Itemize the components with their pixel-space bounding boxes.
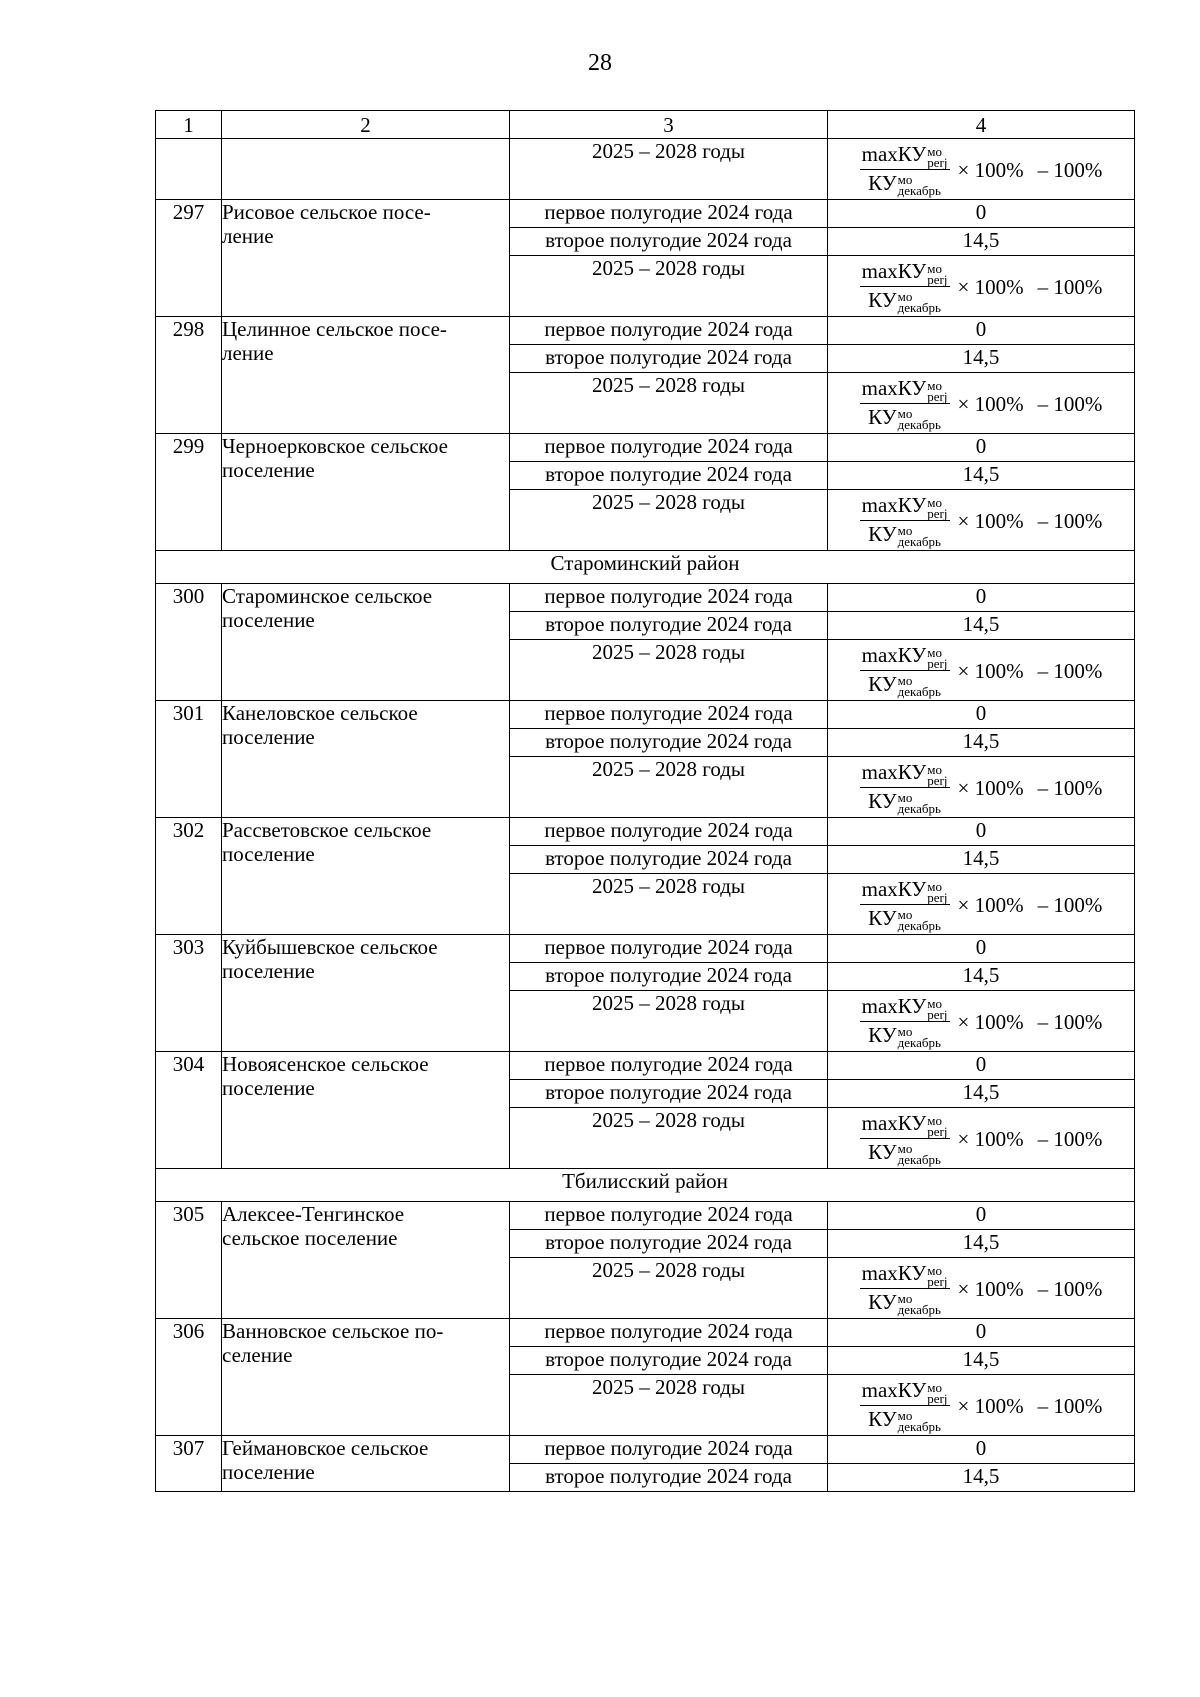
row-number: 303	[156, 935, 222, 1052]
settlement-table	[155, 110, 1135, 1492]
region-row	[156, 551, 1135, 584]
period-years: 2025 – 2028 годы	[510, 991, 828, 1052]
numerator-sub: perj	[927, 505, 948, 521]
formula-denominator	[866, 404, 943, 430]
period-first-half: первое полугодие 2024 года	[510, 434, 828, 462]
settlement-row	[156, 1202, 1135, 1230]
formula-fraction	[860, 376, 950, 432]
formula-denominator	[866, 1139, 943, 1165]
period-years: 2025 – 2028 годы	[510, 757, 828, 818]
numerator-sup: мо	[927, 1262, 943, 1278]
denominator-base: КУ	[868, 287, 897, 312]
formula-minus: – 100%	[1037, 892, 1103, 917]
formula-denominator	[866, 1406, 943, 1432]
value-formula	[828, 373, 1135, 434]
settlement-name-line: Геймановское сельское	[222, 1436, 429, 1460]
value-first-half: 0	[828, 1436, 1135, 1464]
period-second-half: второе полугодие 2024 года	[510, 729, 828, 757]
value-second-half: 14,5	[828, 1230, 1135, 1258]
numerator-base: maxКУ	[861, 994, 927, 1019]
period-first-half: первое полугодие 2024 года	[510, 1319, 828, 1347]
settlement-name	[222, 1436, 510, 1492]
denominator-indices	[897, 906, 941, 933]
carryover-row	[156, 139, 1135, 200]
settlement-name-line: селение	[222, 1343, 293, 1367]
value-second-half: 14,5	[828, 1347, 1135, 1375]
value-formula	[828, 1375, 1135, 1436]
value-formula	[828, 874, 1135, 935]
settlement-name-line: Рисовое сельское посе-	[222, 200, 431, 224]
formula-multiplier: × 100%	[957, 892, 1024, 917]
header-col-1: 1	[156, 111, 222, 139]
formula-fraction	[860, 1378, 950, 1434]
numerator-indices	[927, 878, 948, 905]
denominator-base: КУ	[868, 170, 897, 195]
denominator-base: КУ	[868, 1022, 897, 1047]
value-formula	[828, 256, 1135, 317]
formula-fraction	[860, 142, 950, 198]
formula-numerator	[860, 494, 950, 520]
settlement-row	[156, 935, 1135, 963]
formula-minus: – 100%	[1037, 1126, 1103, 1151]
settlement-name-line: поселение	[222, 458, 315, 482]
formula-multiplier: × 100%	[957, 508, 1024, 533]
settlement-name	[222, 1319, 510, 1436]
numerator-sup: мо	[927, 260, 943, 276]
period-first-half: первое полугодие 2024 года	[510, 1202, 828, 1230]
settlement-name-line: поселение	[222, 842, 315, 866]
numerator-sup: мо	[927, 1379, 943, 1395]
growth-formula	[860, 760, 1103, 816]
denominator-base: КУ	[868, 905, 897, 930]
formula-minus: – 100%	[1037, 1276, 1103, 1301]
period-second-half: второе полугодие 2024 года	[510, 1464, 828, 1492]
value-formula	[828, 139, 1135, 200]
settlement-row	[156, 818, 1135, 846]
settlement-name-line: Черноерковское сельское	[222, 434, 448, 458]
settlement-name-line: поселение	[222, 959, 315, 983]
row-number: 306	[156, 1319, 222, 1436]
value-second-half: 14,5	[828, 345, 1135, 373]
value-formula	[828, 991, 1135, 1052]
formula-multiplier: × 100%	[957, 157, 1024, 182]
value-second-half: 14,5	[828, 963, 1135, 991]
header-col-3: 3	[510, 111, 828, 139]
denominator-base: КУ	[868, 404, 897, 429]
row-number: 301	[156, 701, 222, 818]
formula-fraction	[860, 493, 950, 549]
formula-minus: – 100%	[1037, 274, 1103, 299]
settlement-name	[222, 1052, 510, 1169]
numerator-sub: perj	[927, 1006, 948, 1022]
region-title: Староминский район	[156, 551, 1135, 584]
value-second-half: 14,5	[828, 462, 1135, 490]
settlement-row	[156, 200, 1135, 228]
value-second-half: 14,5	[828, 1080, 1135, 1108]
settlement-row	[156, 584, 1135, 612]
value-formula	[828, 1108, 1135, 1169]
growth-formula	[860, 493, 1103, 549]
denominator-base: КУ	[868, 521, 897, 546]
formula-fraction	[860, 259, 950, 315]
denominator-sup: мо	[897, 789, 913, 805]
settlement-name	[222, 317, 510, 434]
formula-multiplier: × 100%	[957, 1126, 1024, 1151]
row-number: 297	[156, 200, 222, 317]
numerator-sup: мо	[927, 1112, 943, 1128]
settlement-name	[222, 935, 510, 1052]
formula-multiplier: × 100%	[957, 775, 1024, 800]
period-first-half: первое полугодие 2024 года	[510, 584, 828, 612]
settlement-name	[222, 139, 510, 200]
denominator-indices	[897, 522, 941, 549]
formula-fraction	[860, 643, 950, 699]
formula-numerator	[860, 995, 950, 1021]
denominator-base: КУ	[868, 1289, 897, 1314]
formula-minus: – 100%	[1037, 1393, 1103, 1418]
formula-multiplier: × 100%	[957, 1393, 1024, 1418]
formula-multiplier: × 100%	[957, 274, 1024, 299]
denominator-sup: мо	[897, 288, 913, 304]
row-number: 307	[156, 1436, 222, 1492]
numerator-base: maxКУ	[861, 376, 927, 401]
denominator-sup: мо	[897, 672, 913, 688]
denominator-indices	[897, 171, 941, 198]
formula-denominator	[866, 788, 943, 814]
numerator-sub: perj	[927, 271, 948, 287]
denominator-sup: мо	[897, 1407, 913, 1423]
row-number: 299	[156, 434, 222, 551]
formula-fraction	[860, 1111, 950, 1167]
formula-minus: – 100%	[1037, 391, 1103, 416]
period-years: 2025 – 2028 годы	[510, 139, 828, 200]
formula-multiplier: × 100%	[957, 391, 1024, 416]
settlement-row	[156, 1052, 1135, 1080]
numerator-indices	[927, 995, 948, 1022]
numerator-indices	[927, 377, 948, 404]
period-second-half: второе полугодие 2024 года	[510, 345, 828, 373]
denominator-indices	[897, 672, 941, 699]
formula-numerator	[860, 644, 950, 670]
value-formula	[828, 1258, 1135, 1319]
numerator-indices	[927, 644, 948, 671]
formula-minus: – 100%	[1037, 658, 1103, 683]
denominator-sup: мо	[897, 1140, 913, 1156]
growth-formula	[860, 877, 1103, 933]
formula-numerator	[860, 761, 950, 787]
denominator-sub: декабрь	[897, 299, 941, 315]
value-second-half: 14,5	[828, 1464, 1135, 1492]
period-first-half: первое полугодие 2024 года	[510, 1436, 828, 1464]
value-first-half: 0	[828, 701, 1135, 729]
numerator-sup: мо	[927, 878, 943, 894]
numerator-indices	[927, 260, 948, 287]
formula-numerator	[860, 1112, 950, 1138]
numerator-base: maxКУ	[861, 760, 927, 785]
formula-denominator	[866, 1022, 943, 1048]
period-years: 2025 – 2028 годы	[510, 1375, 828, 1436]
settlement-name-line: ление	[222, 224, 274, 248]
denominator-indices	[897, 405, 941, 432]
header-col-2: 2	[222, 111, 510, 139]
settlement-name-line: Канеловское сельское	[222, 701, 418, 725]
numerator-base: maxКУ	[861, 1111, 927, 1136]
period-second-half: второе полугодие 2024 года	[510, 846, 828, 874]
value-first-half: 0	[828, 200, 1135, 228]
settlement-name-line: Алексее-Тенгинское	[222, 1202, 405, 1226]
denominator-sub: декабрь	[897, 800, 941, 816]
formula-denominator	[866, 905, 943, 931]
period-years: 2025 – 2028 годы	[510, 1258, 828, 1319]
growth-formula	[860, 1378, 1103, 1434]
numerator-sub: perj	[927, 655, 948, 671]
numerator-base: maxКУ	[861, 877, 927, 902]
denominator-indices	[897, 1407, 941, 1434]
formula-minus: – 100%	[1037, 157, 1103, 182]
formula-minus: – 100%	[1037, 1009, 1103, 1034]
formula-numerator	[860, 377, 950, 403]
settlement-name-line: Куйбышевское сельское	[222, 935, 438, 959]
formula-minus: – 100%	[1037, 508, 1103, 533]
denominator-sup: мо	[897, 171, 913, 187]
formula-fraction	[860, 877, 950, 933]
denominator-sup: мо	[897, 405, 913, 421]
period-years: 2025 – 2028 годы	[510, 490, 828, 551]
formula-fraction	[860, 760, 950, 816]
settlement-name-line: поселение	[222, 1460, 315, 1484]
value-first-half: 0	[828, 1202, 1135, 1230]
numerator-indices	[927, 143, 948, 170]
growth-formula	[860, 643, 1103, 699]
numerator-indices	[927, 1379, 948, 1406]
growth-formula	[860, 259, 1103, 315]
numerator-indices	[927, 1112, 948, 1139]
numerator-base: maxКУ	[861, 1378, 927, 1403]
numerator-base: maxКУ	[861, 142, 927, 167]
value-first-half: 0	[828, 935, 1135, 963]
formula-denominator	[866, 287, 943, 313]
value-first-half: 0	[828, 818, 1135, 846]
numerator-sup: мо	[927, 494, 943, 510]
denominator-base: КУ	[868, 1139, 897, 1164]
denominator-indices	[897, 1023, 941, 1050]
period-first-half: первое полугодие 2024 года	[510, 818, 828, 846]
denominator-base: КУ	[868, 1406, 897, 1431]
growth-formula	[860, 994, 1103, 1050]
numerator-sup: мо	[927, 143, 943, 159]
denominator-sup: мо	[897, 522, 913, 538]
numerator-sub: perj	[927, 889, 948, 905]
value-first-half: 0	[828, 584, 1135, 612]
numerator-sup: мо	[927, 761, 943, 777]
denominator-sub: декабрь	[897, 416, 941, 432]
row-number: 298	[156, 317, 222, 434]
period-first-half: первое полугодие 2024 года	[510, 317, 828, 345]
value-first-half: 0	[828, 1052, 1135, 1080]
settlement-name	[222, 584, 510, 701]
numerator-indices	[927, 1262, 948, 1289]
row-number: 304	[156, 1052, 222, 1169]
settlement-row	[156, 434, 1135, 462]
settlement-name-line: поселение	[222, 1076, 315, 1100]
numerator-base: maxКУ	[861, 493, 927, 518]
formula-numerator	[860, 143, 950, 169]
row-number	[156, 139, 222, 200]
numerator-base: maxКУ	[861, 1261, 927, 1286]
formula-denominator	[866, 671, 943, 697]
settlement-name	[222, 200, 510, 317]
denominator-sub: декабрь	[897, 1151, 941, 1167]
formula-numerator	[860, 878, 950, 904]
growth-formula	[860, 1261, 1103, 1317]
numerator-sub: perj	[927, 1273, 948, 1289]
formula-numerator	[860, 260, 950, 286]
value-second-half: 14,5	[828, 729, 1135, 757]
denominator-sub: декабрь	[897, 917, 941, 933]
denominator-base: КУ	[868, 671, 897, 696]
formula-denominator	[866, 521, 943, 547]
formula-fraction	[860, 994, 950, 1050]
formula-numerator	[860, 1262, 950, 1288]
numerator-sub: perj	[927, 154, 948, 170]
settlement-name-line: Ванновское сельское по-	[222, 1319, 444, 1343]
formula-multiplier: × 100%	[957, 658, 1024, 683]
period-second-half: второе полугодие 2024 года	[510, 963, 828, 991]
period-second-half: второе полугодие 2024 года	[510, 1080, 828, 1108]
denominator-indices	[897, 288, 941, 315]
formula-multiplier: × 100%	[957, 1009, 1024, 1034]
settlement-row	[156, 317, 1135, 345]
denominator-sub: декабрь	[897, 1034, 941, 1050]
settlement-name-line: Староминское сельское	[222, 584, 433, 608]
numerator-sub: perj	[927, 1123, 948, 1139]
numerator-sup: мо	[927, 644, 943, 660]
period-years: 2025 – 2028 годы	[510, 373, 828, 434]
formula-minus: – 100%	[1037, 775, 1103, 800]
numerator-sub: perj	[927, 772, 948, 788]
denominator-sub: декабрь	[897, 1418, 941, 1434]
value-formula	[828, 757, 1135, 818]
settlement-name-line: Рассветовское сельское	[222, 818, 432, 842]
period-years: 2025 – 2028 годы	[510, 1108, 828, 1169]
settlement-name	[222, 434, 510, 551]
numerator-indices	[927, 494, 948, 521]
value-first-half: 0	[828, 434, 1135, 462]
denominator-sub: декабрь	[897, 683, 941, 699]
settlement-row	[156, 1319, 1135, 1347]
period-years: 2025 – 2028 годы	[510, 256, 828, 317]
header-col-4: 4	[828, 111, 1135, 139]
denominator-sup: мо	[897, 906, 913, 922]
settlement-name	[222, 1202, 510, 1319]
numerator-sub: perj	[927, 388, 948, 404]
settlement-row	[156, 701, 1135, 729]
value-formula	[828, 640, 1135, 701]
denominator-sub: декабрь	[897, 182, 941, 198]
formula-denominator	[866, 170, 943, 196]
period-first-half: первое полугодие 2024 года	[510, 701, 828, 729]
denominator-indices	[897, 1290, 941, 1317]
formula-denominator	[866, 1289, 943, 1315]
formula-numerator	[860, 1379, 950, 1405]
period-first-half: первое полугодие 2024 года	[510, 935, 828, 963]
region-row	[156, 1169, 1135, 1202]
page-number: 28	[588, 50, 612, 76]
numerator-sup: мо	[927, 377, 943, 393]
period-second-half: второе полугодие 2024 года	[510, 462, 828, 490]
formula-fraction	[860, 1261, 950, 1317]
denominator-sub: декабрь	[897, 533, 941, 549]
denominator-sup: мо	[897, 1023, 913, 1039]
period-second-half: второе полугодие 2024 года	[510, 612, 828, 640]
numerator-indices	[927, 761, 948, 788]
numerator-base: maxКУ	[861, 259, 927, 284]
settlement-name-line: сельское поселение	[222, 1226, 398, 1250]
region-title: Тбилисский район	[156, 1169, 1135, 1202]
row-number: 302	[156, 818, 222, 935]
period-second-half: второе полугодие 2024 года	[510, 1347, 828, 1375]
numerator-base: maxКУ	[861, 643, 927, 668]
settlement-name-line: ление	[222, 341, 274, 365]
settlement-name	[222, 701, 510, 818]
growth-formula	[860, 142, 1103, 198]
numerator-sub: perj	[927, 1390, 948, 1406]
denominator-sub: декабрь	[897, 1301, 941, 1317]
growth-formula	[860, 1111, 1103, 1167]
period-second-half: второе полугодие 2024 года	[510, 1230, 828, 1258]
value-second-half: 14,5	[828, 612, 1135, 640]
value-second-half: 14,5	[828, 846, 1135, 874]
period-years: 2025 – 2028 годы	[510, 640, 828, 701]
formula-multiplier: × 100%	[957, 1276, 1024, 1301]
settlement-name-line: Новоясенское сельское	[222, 1052, 429, 1076]
value-first-half: 0	[828, 317, 1135, 345]
denominator-indices	[897, 789, 941, 816]
value-first-half: 0	[828, 1319, 1135, 1347]
row-number: 300	[156, 584, 222, 701]
value-second-half: 14,5	[828, 228, 1135, 256]
numerator-sup: мо	[927, 995, 943, 1011]
growth-formula	[860, 376, 1103, 432]
period-second-half: второе полугодие 2024 года	[510, 228, 828, 256]
denominator-sup: мо	[897, 1290, 913, 1306]
row-number: 305	[156, 1202, 222, 1319]
settlement-name	[222, 818, 510, 935]
header-row	[156, 111, 1135, 139]
period-first-half: первое полугодие 2024 года	[510, 200, 828, 228]
denominator-base: КУ	[868, 788, 897, 813]
settlement-name-line: поселение	[222, 608, 315, 632]
value-formula	[828, 490, 1135, 551]
settlement-row	[156, 1436, 1135, 1464]
settlement-name-line: поселение	[222, 725, 315, 749]
period-first-half: первое полугодие 2024 года	[510, 1052, 828, 1080]
settlement-name-line: Целинное сельское посе-	[222, 317, 447, 341]
period-years: 2025 – 2028 годы	[510, 874, 828, 935]
denominator-indices	[897, 1140, 941, 1167]
